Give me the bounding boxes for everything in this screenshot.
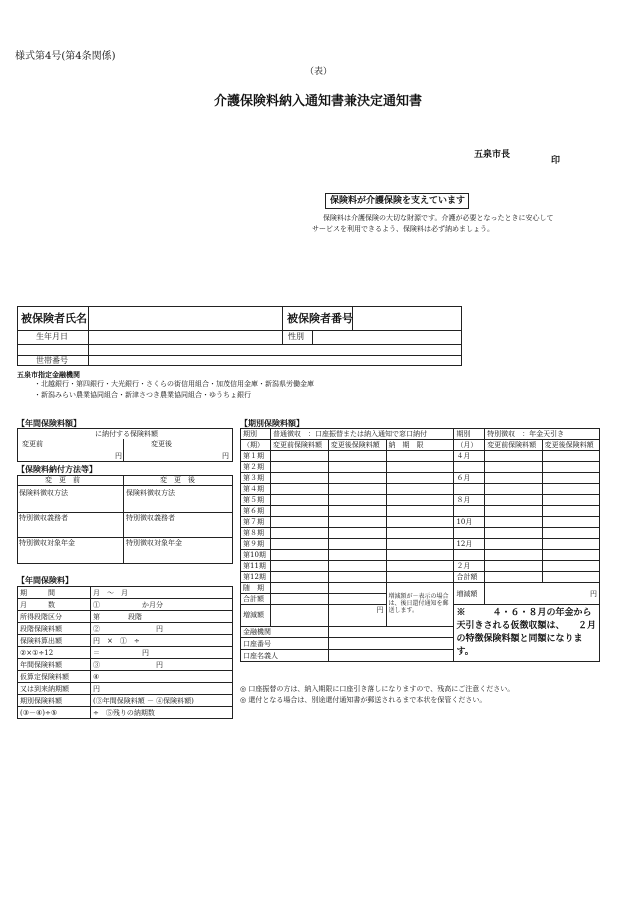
method-row-1b: 保険料徴収方法 xyxy=(126,489,175,497)
page-title: 介護保険料納入通知書兼決定通知書 xyxy=(214,94,423,109)
col-month: （月） xyxy=(454,440,485,451)
calc-label: 月 数 xyxy=(18,599,91,611)
period-label: 第10期 xyxy=(241,550,271,561)
month-label: ４月 xyxy=(454,451,485,462)
periods-heading: 【期別保険料額】 xyxy=(240,418,304,428)
calc-value: ② 円 xyxy=(91,623,233,635)
period-label: 第11期 xyxy=(241,561,271,572)
calc-value: 月 ～ 月 xyxy=(91,587,233,599)
col-period: 期別 xyxy=(241,429,271,440)
col-special: 特別徴収 ：年金天引き xyxy=(485,429,600,440)
bank-field-label: 口座番号 xyxy=(241,638,329,650)
calc-value: 円 × ① ÷ xyxy=(91,635,233,647)
annual-after: 変更後 xyxy=(151,440,172,448)
period-label: 第１期 xyxy=(241,451,271,462)
period-label: 合計額 xyxy=(241,594,271,605)
calc-label: 又は到来納期額 xyxy=(18,683,91,695)
foot-note-2: ◎ 還付となる場合は、別途還付通知書が郵送されるまで本状を保管ください。 xyxy=(240,696,487,704)
insured-number-label: 被保険者番号 xyxy=(287,312,353,325)
annual-heading: 【年間保険料額】 xyxy=(17,418,81,428)
month-label: 12月 xyxy=(454,539,485,550)
mayor-label: 五泉市長 xyxy=(474,150,511,160)
method-row-1: 保険料徴収方法 xyxy=(19,489,68,497)
annual-before: 変更前 xyxy=(22,440,43,448)
calc-label: 期別保険料額 xyxy=(18,695,91,707)
slogan-note-2: サービスを利用できるよう、保険料は必ず納めましょう。 xyxy=(312,225,494,233)
method-row-3b: 特別徴収対象年金 xyxy=(126,539,182,547)
period-label: 第８期 xyxy=(241,528,271,539)
col-sp-after: 変更後保険料額 xyxy=(542,440,599,451)
col-month-head: 期別 xyxy=(454,429,485,440)
annual-yen-1: 円 xyxy=(115,452,122,460)
slogan: 保険料が介護保険を支えています xyxy=(330,196,466,206)
calc-value: ÷ ⑤残りの納期数 xyxy=(91,707,233,719)
period-label: 第７期 xyxy=(241,517,271,528)
calc-heading: 【年間保険料】 xyxy=(17,575,73,585)
calc-value: ③ 円 xyxy=(91,659,233,671)
month-label: 合計額 xyxy=(454,572,485,583)
calc-label: 段階保険料額 xyxy=(18,623,91,635)
method-row-2b: 特別徴収義務者 xyxy=(126,514,175,522)
calc-value: ④ xyxy=(91,671,233,683)
bank-line-2: ・新潟みらい農業協同組合・新津さつき農業協同組合・ゆうちょ銀行 xyxy=(34,391,251,399)
calc-value: 円 xyxy=(91,683,233,695)
annual-sub: に納付する保険料額 xyxy=(95,430,158,438)
insured-name-label: 被保険者氏名 xyxy=(21,312,87,325)
birth-label: 生年月日 xyxy=(36,332,68,341)
col-sp-before: 変更前保険料額 xyxy=(485,440,542,451)
calc-label: ②×①÷12 xyxy=(18,647,91,659)
col-normal: 普通徴収 ：口座振替または納入通知で窓口納付 xyxy=(271,429,454,440)
calc-label: 仮算定保険料額 xyxy=(18,671,91,683)
method-after: 変 更 後 xyxy=(160,476,195,484)
period-label: 第５期 xyxy=(241,495,271,506)
foot-note-1: ◎ 口座振替の方は、納入期限に口座引き落しになりますので、残高にご注意ください。 xyxy=(240,685,515,693)
sex-label: 性別 xyxy=(288,332,304,341)
calc-label: 保険料算出額 xyxy=(18,635,91,647)
period-label: 随 期 xyxy=(241,583,271,594)
period-label: 第６期 xyxy=(241,506,271,517)
method-before: 変 更 前 xyxy=(45,476,80,484)
method-row-3: 特別徴収対象年金 xyxy=(19,539,75,547)
bank-heading: 五泉市指定金融機関 xyxy=(17,370,80,379)
period-label: 第９期 xyxy=(241,539,271,550)
form-number: 様式第4号(第4条関係) xyxy=(15,51,116,62)
yen-unit: 円 xyxy=(328,605,386,627)
month-label: 増減額 xyxy=(454,583,485,605)
period-label: 第４期 xyxy=(241,484,271,495)
yen-unit: 円 xyxy=(485,583,600,605)
month-label: 10月 xyxy=(454,517,485,528)
bank-field-label: 口座名義人 xyxy=(241,650,329,662)
method-row-2: 特別徴収義務者 xyxy=(19,514,68,522)
calc-value: ① か月分 xyxy=(91,599,233,611)
calc-value: (③年間保険料額 － ④保険料額) xyxy=(91,695,233,707)
month-label: ８月 xyxy=(454,495,485,506)
col-after: 変更後保険料額 xyxy=(328,440,386,451)
seal-mark: 印 xyxy=(551,156,561,166)
bank-line-1: ・北越銀行・第四銀行・大光銀行・さくらの街信用組合・加茂信用金庫・新潟県労働金庫 xyxy=(34,380,314,388)
period-label: 第12期 xyxy=(241,572,271,583)
col-before: 変更前保険料額 xyxy=(271,440,329,451)
household-label: 世帯番号 xyxy=(36,356,68,365)
periods-table xyxy=(240,428,600,662)
month-label: ２月 xyxy=(454,561,485,572)
col-due: 納 期 限 xyxy=(386,440,454,451)
calc-label: (③－④)÷⑤ xyxy=(18,707,91,719)
slogan-note-1: 保険料は介護保険の大切な財源です。介護が必要となったときに安心して xyxy=(323,214,554,222)
calc-label: 年間保険料額 xyxy=(18,659,91,671)
refund-notice: 増減額が－表示の場合は、後日還付通知を郵送します。 xyxy=(386,583,454,627)
special-note: ※ ４・６・８月の年金から天引きされる仮徴収額は、 ２月の特徴保険料額と同額になります。 xyxy=(454,605,600,662)
period-label: 第３期 xyxy=(241,473,271,484)
bank-field-label: 金融機関 xyxy=(241,626,329,638)
month-label: ６月 xyxy=(454,473,485,484)
calc-table xyxy=(17,586,233,719)
calc-value: ＝ 円 xyxy=(91,647,233,659)
col-kibetsu: （期） xyxy=(241,440,271,451)
calc-label: 期 間 xyxy=(18,587,91,599)
period-label: 第２期 xyxy=(241,462,271,473)
calc-label: 所得段階区分 xyxy=(18,611,91,623)
period-label: 増減額 xyxy=(241,605,271,627)
annual-yen-2: 円 xyxy=(222,452,229,460)
method-heading: 【保険料納付方法等】 xyxy=(17,464,97,474)
calc-value: 第 段階 xyxy=(91,611,233,623)
side-label: （表） xyxy=(305,67,333,77)
